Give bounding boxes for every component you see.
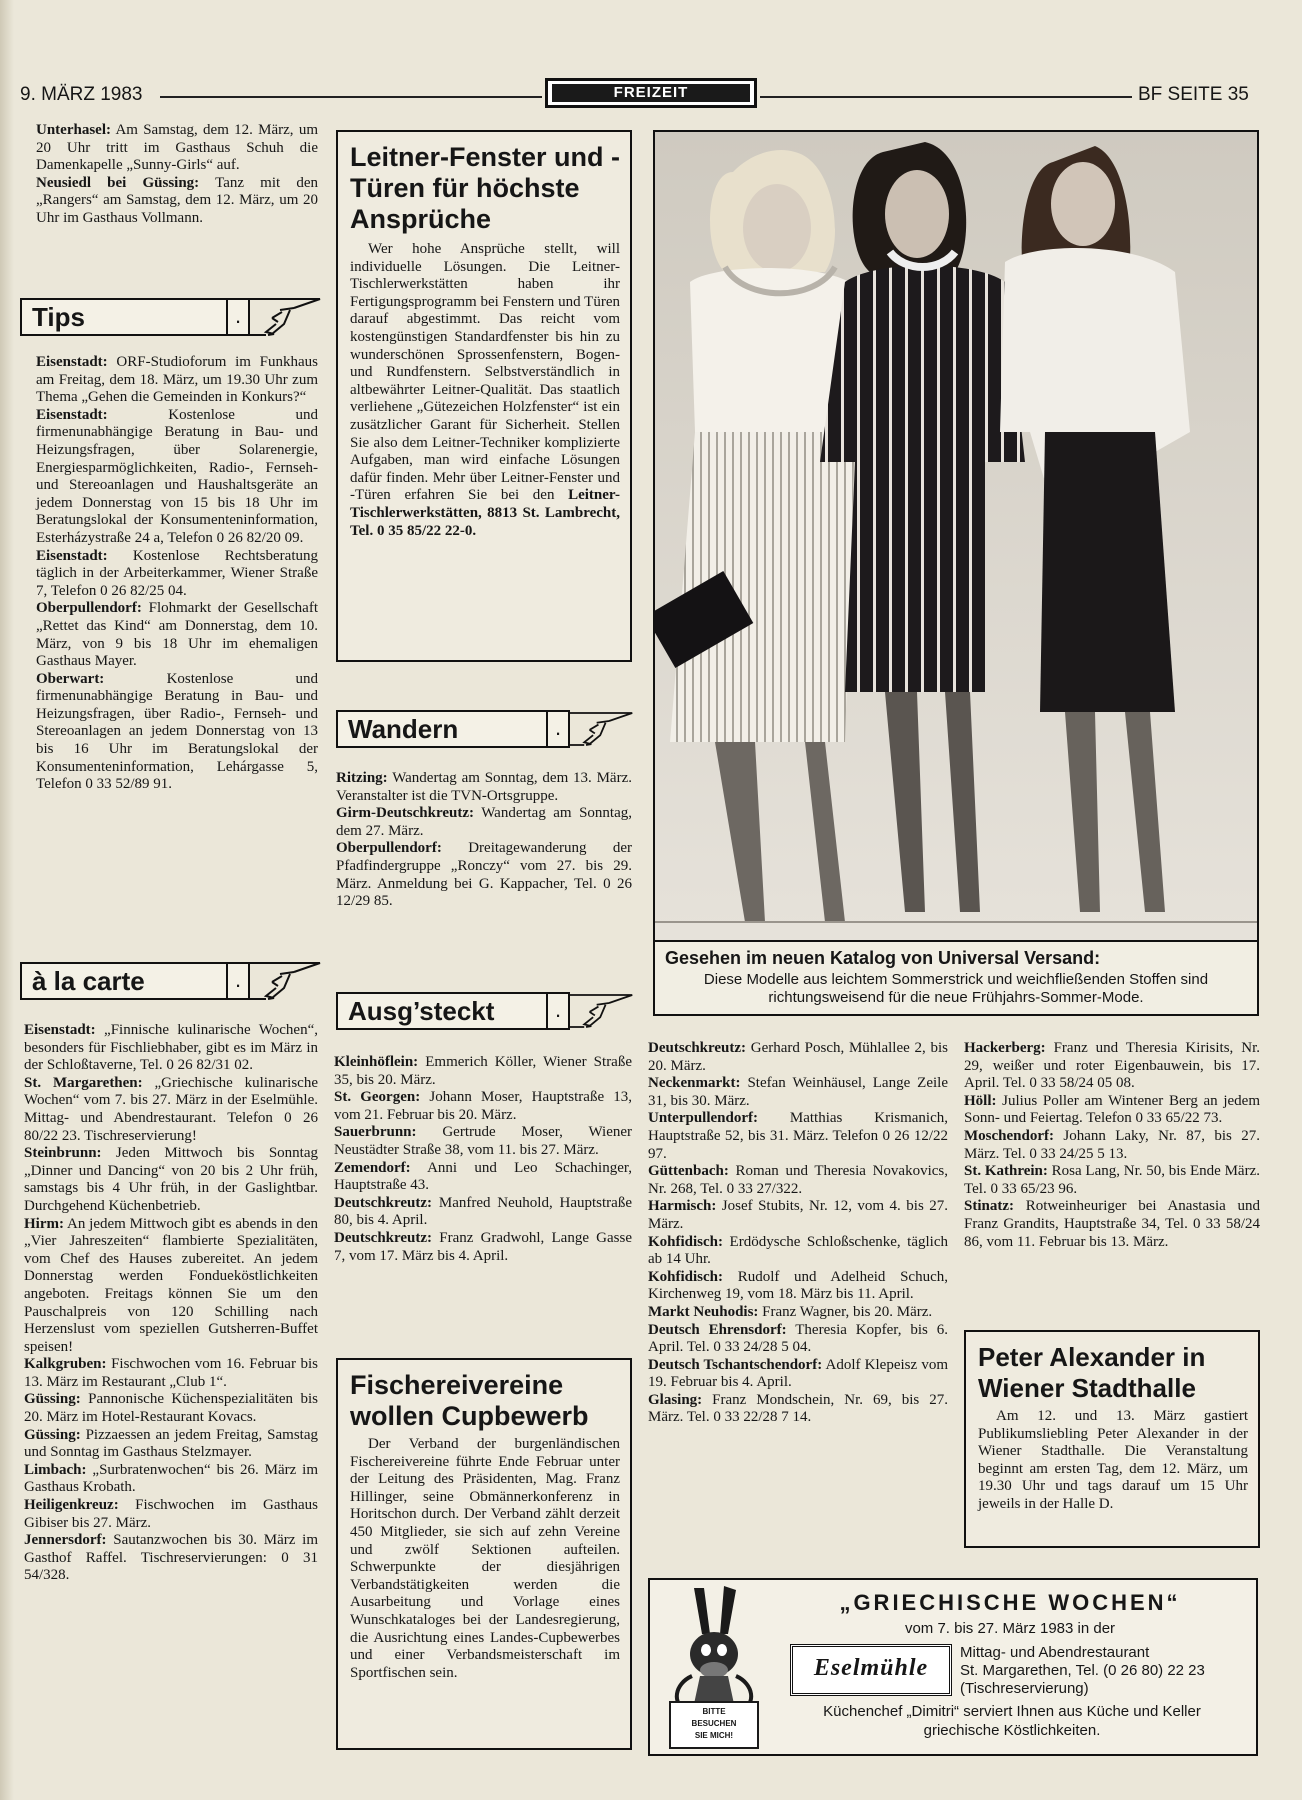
list-item: Steinbrunn: Jeden Mittwoch bis Sonntag „Dinner und Dancing“ von 20 bis 2 Uhr früh, samstags bis 4 Uhr früh, in der Gaslightbar. Durchgehend Küchenbetrieb. bbox=[24, 1145, 318, 1214]
tips-list bbox=[36, 354, 318, 794]
list-item: Deutsch Tschantschendorf: Adolf Klepeisz vom 19. Februar bis 4. April. bbox=[648, 1356, 948, 1391]
pointing-hand-icon bbox=[570, 710, 634, 748]
list-item: Kleinhöflein: Emmerich Köller, Wiener Straße 35, bis 20. März. bbox=[334, 1054, 632, 1088]
ausgsteckt-list-b bbox=[648, 1040, 948, 1427]
ad-chef-line: griechische Köstlichkeiten. bbox=[923, 1722, 1101, 1739]
fashion-models-illustration bbox=[655, 132, 1257, 940]
ad-address-line: (Tischreservierung) bbox=[960, 1680, 1089, 1697]
fischerei-article bbox=[336, 1358, 632, 1750]
ausgsteckt-list-c bbox=[964, 1040, 1260, 1251]
wandern-heading bbox=[336, 710, 636, 748]
list-item: Kalkgruben: Fischwochen vom 16. Februar bis 13. März im Restaurant „Club 1“. bbox=[24, 1356, 318, 1390]
wandern-list bbox=[336, 770, 632, 911]
photo-caption-title: Gesehen im neuen Katalog von Universal Versand: bbox=[665, 948, 1101, 968]
list-item: St. Georgen: Johann Moser, Hauptstraße 13, vom 21. Februar bis 20. März. bbox=[334, 1089, 632, 1123]
ausgsteckt-list-a bbox=[334, 1054, 632, 1265]
leitner-body: Wer hohe Ansprüche stellt, will individuelle Lösungen. Die Leitner-Tischlerwerkstätten haben ihr Fertigungsprogramm bei Fenstern und Türen darauf abgestimmt. Das reicht vom kostengünstigen Standardfenster bis hin zu wunderschönen Sprossenfenstern, Bogen- und Rundfenstern. Selbstverständlich in altbewährter Leitner-Qualität. Das staatlich verliehene „Gütezeichen Holzfenster“ ist ein zusätzlicher Garant für Sicherheit. Stellen Sie also dem Leitner-Techniker komplizierte Aufgaben, man wird einfache Lösungen dafür finden. Mehr über Leitner-Fenster und -Türen erfahren Sie bei den Leitner-Tischlerwerkstätten, 8813 St. Lambrecht, Tel. 0 35 85/22 22-0. bbox=[350, 241, 620, 539]
ad-chef-note bbox=[774, 1702, 1250, 1740]
list-item: Stinatz: Rotweinheuriger bei Anastasia und Franz Grandits, Hauptstraße 34, Tel. 0 33 58/24 86, vom 11. Februar bis 13. März. bbox=[964, 1198, 1260, 1250]
ausgsteckt-heading bbox=[336, 992, 636, 1030]
list-item: Oberpullendorf: Dreitagewanderung der Pfadfindergruppe „Ronсzy“ vom 27. bis 29. März. Anmeldung bei G. Kappacher, Tel. 0 26 12/29 85. bbox=[336, 840, 632, 910]
list-item: Güssing: Pannonische Küchenspezialitäten bis 20. März im Hotel-Restaurant Kovacs. bbox=[24, 1391, 318, 1426]
eselmuehle-logo: Eselmühle bbox=[790, 1644, 952, 1696]
list-item: Oberpullendorf: Flohmarkt der Gesellschaft „Rettet das Kind“ am Donnerstag, dem 10. März, von 9 bis 18 Uhr im ehemaligen Gasthaus Mayer. bbox=[36, 600, 318, 670]
tips-heading bbox=[20, 298, 320, 336]
ad-headline: „GRIECHISCHE WOCHEN“ bbox=[839, 1590, 1181, 1615]
photo-caption-text: Diese Modelle aus leichtem Sommerstrick und weichfließenden Stoffen sind richtungsweisend für die neue Frühjahrs-Sommer-Mode. bbox=[703, 971, 1209, 1006]
header-page-number: BF SEITE 35 bbox=[1138, 84, 1249, 105]
ad-address bbox=[960, 1644, 1250, 1698]
list-item: Limbach: „Surbratenwochen“ bis 26. März im Gasthaus Krobath. bbox=[24, 1461, 318, 1496]
list-item: Moschendorf: Johann Laky, Nr. 87, bis 27. März. Tel. 0 33 24/25 5 13. bbox=[964, 1127, 1260, 1162]
photo-caption bbox=[653, 942, 1259, 1016]
alacarte-heading-label: à la carte bbox=[20, 962, 228, 1000]
list-item: Güssing: Pizzaessen an jedem Freitag, Samstag und Sonntag im Gasthaus Stelzmayer. bbox=[24, 1426, 318, 1461]
list-item: Eisenstadt: Kostenlose Rechtsberatung täglich in der Arbeiterkammer, Wiener Straße 7, Telefon 0 26 82/25 04. bbox=[36, 547, 318, 599]
wandern-heading-label: Wandern bbox=[336, 710, 548, 748]
list-item: Girm-Deutschkreutz: Wandertag am Sonntag, dem 27. März. bbox=[336, 805, 632, 839]
pointing-hand-icon bbox=[250, 962, 322, 1000]
ausgsteckt-heading-dot: . bbox=[546, 992, 570, 1030]
list-item: Kohfidisch: Rudolf und Adelheid Schuch, Kirchenweg 19, vom 18. März bis 11. April. bbox=[648, 1268, 948, 1303]
list-item: Glasing: Franz Mondschein, Nr. 69, bis 27. März. Tel. 0 33 22/28 7 14. bbox=[648, 1391, 948, 1426]
list-item: Deutschkreutz: Manfred Neuhold, Hauptstraße 80, bis 4. April. bbox=[334, 1194, 632, 1229]
tips-heading-dot: . bbox=[226, 298, 250, 336]
list-item: Oberwart: Kostenlose und firmenunabhängige Beratung in Bau- und Heizungsfragen, über Radio-, Fernseh- und Stereoanlagen an jedem Donnerstag von 13 bis 16 Uhr im Beratungslokal der Konsumenteninformation, Lehárgasse 5, Telefon 0 33 52/89 91. bbox=[36, 670, 318, 793]
list-item: Unterhasel: Am Samstag, dem 12. März, um 20 Uhr tritt im Gasthaus Schuh die Damenkapelle „Sunny-Girls“ auf. bbox=[36, 122, 318, 174]
list-item: Eisenstadt: „Finnische kulinarische Wochen“, besonders für Fischliebhaber, gibt es im März in der Schloßtaverne, Tel. 0 26 82/31 02. bbox=[24, 1022, 318, 1074]
list-item: Hackerberg: Franz und Theresia Kirisits, Nr. 29, weißer und roter Eigenbauwein, bis 17. April. Tel. 0 33 58/24 05 08. bbox=[964, 1040, 1260, 1092]
donkey-sign bbox=[670, 1706, 758, 1742]
griechische-wochen-ad bbox=[648, 1578, 1258, 1756]
wandern-heading-dot: . bbox=[546, 710, 570, 748]
peter-alexander-body: Am 12. und 13. März gastiert Publikumsliebling Peter Alexander in der Wiener Stadthalle. Die Veranstaltung beginnt am ersten Tag, dem 12. März, um 19.30 Uhr und tags darauf um 15 Uhr jeweils in der Halle D. bbox=[978, 1408, 1248, 1512]
list-item: Neusiedl bei Güssing: Tanz mit den „Rangers“ am Samstag, dem 12. März, um 20 Uhr im Gasthaus Vollmann. bbox=[36, 174, 318, 226]
alacarte-heading bbox=[20, 962, 320, 1000]
fischerei-title: Fischereivereine wollen Cupbewerb bbox=[350, 1370, 589, 1431]
list-item: Sauerbrunn: Gertrude Moser, Wiener Neustädter Straße 38, vom 11. bis 27. März. bbox=[334, 1124, 632, 1158]
donkey-sign-line: BITTE bbox=[702, 1707, 726, 1716]
pointing-hand-icon bbox=[570, 992, 634, 1030]
fashion-photo bbox=[653, 130, 1259, 942]
header-date: 9. MÄRZ 1983 bbox=[20, 84, 143, 105]
list-item: Deutschkreutz: Franz Gradwohl, Lange Gasse 7, vom 17. März bis 4. April. bbox=[334, 1229, 632, 1264]
column-1-top bbox=[36, 122, 318, 228]
list-item: Zemendorf: Anni und Leo Schachinger, Hauptstraße 43. bbox=[334, 1159, 632, 1194]
list-item: Eisenstadt: Kostenlose und firmenunabhängige Beratung in Bau- und Heizungsfragen, über Solarenergie, Energiesparmöglichkeiten, Radio-, Fernseh- und Stereoanlagen und Haushaltsgeräte an jedem Donnerstag von 15 bis 18 Uhr im Beratungslokal der Konsumenteninformation, Esterházystraße 24 a, Telefon 0 26 82/20 09. bbox=[36, 406, 318, 546]
tips-heading-label: Tips bbox=[20, 298, 228, 336]
list-item: Markt Neuhodis: Franz Wagner, bis 20. März. bbox=[648, 1303, 933, 1320]
header-rule-right bbox=[760, 96, 1132, 98]
leitner-article bbox=[336, 130, 632, 662]
list-item: Neckenmarkt: Stefan Weinhäusel, Lange Zeile 31, bis 30. März. bbox=[648, 1075, 948, 1109]
list-item: Heiligenkreuz: Fischwochen im Gasthaus Gibiser bis 27. März. bbox=[24, 1497, 318, 1531]
list-item: Unterpullendorf: Matthias Krismanich, Hauptstraße 52, bis 31. März. Telefon 0 26 12/22 97. bbox=[648, 1110, 948, 1162]
peter-alexander-article bbox=[964, 1330, 1260, 1548]
pointing-hand-icon bbox=[250, 298, 322, 336]
list-item: Kohfidisch: Erdödysche Schloßschenke, täglich ab 14 Uhr. bbox=[648, 1233, 948, 1268]
peter-alexander-title: Peter Alexander in Wiener Stadthalle bbox=[978, 1342, 1206, 1403]
list-item: St. Margarethen: „Griechische kulinarische Wochen“ vom 7. bis 27. März in der Eselmühle. Mittag- und Abendrestaurant. Telefon 0 26 80/22 23. Tischreservierung! bbox=[24, 1074, 318, 1144]
section-banner bbox=[545, 78, 757, 108]
list-item: Hirm: An jedem Mittwoch gibt es abends in den „Vier Jahreszeiten“ flambierte Spezialitäten, vom Chef des Hauses zubereitet. An jedem Donnerstag werden Fonduеköstlichkeiten angeboten. Freitags können Sie um den Pauschalpreis von 120 Schilling nach Herzenslust vom speziellen Gutsherren-Buffet speisen! bbox=[24, 1215, 318, 1355]
ad-address-line: Mittag- und Abendrestaurant bbox=[960, 1644, 1150, 1661]
donkey-sign-line: SIE MICH! bbox=[694, 1731, 734, 1740]
ad-chef-line: Küchenchef „Dimitri“ serviert Ihnen aus Küche und Keller bbox=[823, 1703, 1201, 1720]
leitner-title: Leitner-Fenster und -Türen für höchste Ansprüche bbox=[350, 142, 621, 234]
header-rule-left bbox=[160, 96, 542, 98]
alacarte-heading-dot: . bbox=[226, 962, 250, 1000]
list-item: Ritzing: Wandertag am Sonntag, dem 13. März. Veranstalter ist die TVN-Ortsgruppe. bbox=[336, 770, 632, 804]
list-item: Deutsch Ehrensdorf: Theresia Kopfer, bis 6. April. Tel. 0 33 24/28 5 04. bbox=[648, 1321, 949, 1356]
page-fold-shadow bbox=[0, 0, 14, 1800]
section-banner-label: FREIZEIT bbox=[552, 84, 750, 102]
list-item: Güttenbach: Roman und Theresia Novakovics, Nr. 268, Tel. 0 33 27/322. bbox=[648, 1163, 948, 1197]
list-item: Deutschkreutz: Gerhard Posch, Mühlallee 2, bis 20. März. bbox=[648, 1040, 948, 1074]
ad-address-line: St. Margarethen, Tel. (0 26 80) 22 23 bbox=[960, 1662, 1205, 1679]
ausgsteckt-heading-label: Ausg’steckt bbox=[336, 992, 548, 1030]
list-item: Jennersdorf: Sautanzwochen bis 30. März im Gasthof Raffel. Tischreservierungen: 0 31 54/328. bbox=[24, 1532, 318, 1584]
list-item: Höll: Julius Poller am Wintener Berg an jedem Sonn- und Feiertag. Telefon 0 33 65/22 73. bbox=[964, 1092, 1260, 1127]
alacarte-list bbox=[24, 1022, 318, 1585]
donkey-sign-line: BESUCHEN bbox=[691, 1719, 737, 1728]
ad-dates: vom 7. bis 27. März 1983 in der bbox=[904, 1620, 1116, 1637]
list-item: St. Kathrein: Rosa Lang, Nr. 50, bis Ende März. Tel. 0 33 65/23 96. bbox=[964, 1163, 1260, 1197]
list-item: Harmisch: Josef Stubits, Nr. 12, vom 4. bis 27. März. bbox=[648, 1198, 948, 1232]
fischerei-body: Der Verband der burgenländischen Fischereivereine führte Ende Februar unter der Leitung des Präsidenten, Mag. Franz Hillinger, seine Obmännerkonferenz in Horitschon durch. Der Verband zählt derzeit 450 Mitglieder, sie sich auf zehn Vereine und zwölf Sektionen aufteilen. Schwerpunkte der diesjährigen Verbandstätigkeiten werden die Ausarbeitung und Vorlage eines Wunschkataloges bei der Landesregierung, die Ausrichtung eines Landes-Cupbewerbes und einer Verbandsmeisterschaft im Sportfischen sein. bbox=[350, 1436, 620, 1681]
list-item: Eisenstadt: ORF-Studioforum im Funkhaus am Freitag, dem 18. März, um 19.30 Uhr zum Thema „Gehen die Gemeinden in Konkurs?“ bbox=[36, 354, 318, 406]
